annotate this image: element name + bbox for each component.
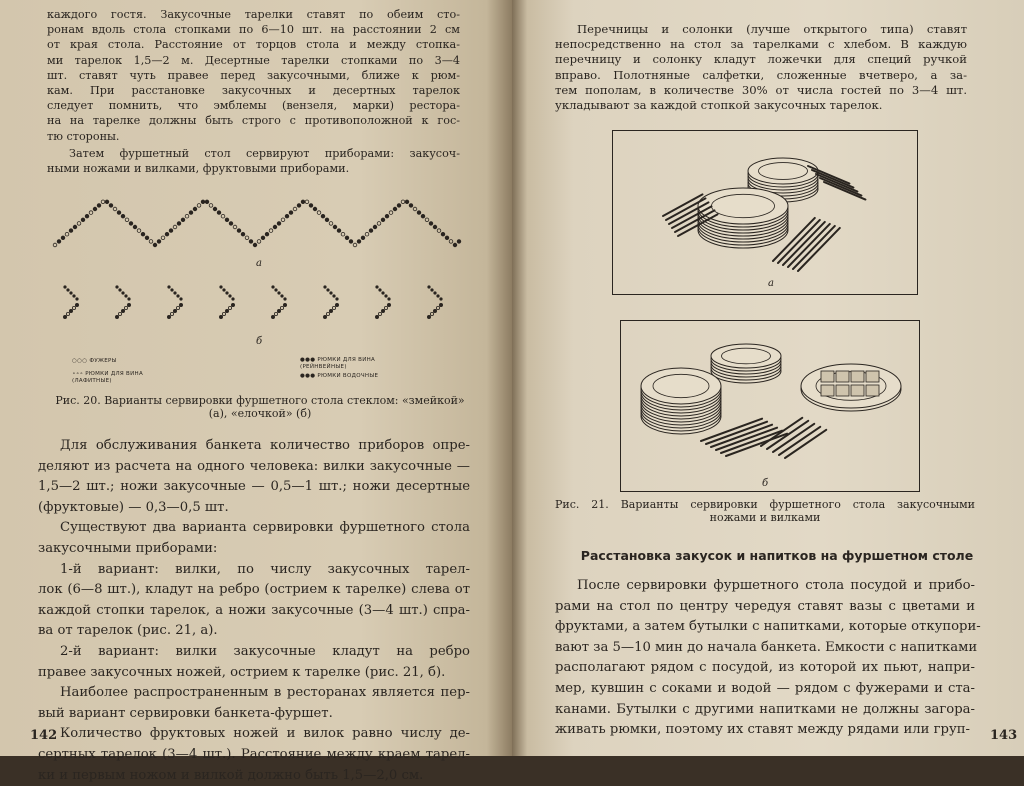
glass-mark: [181, 218, 185, 222]
glass-mark: [373, 225, 377, 229]
glass-mark: [170, 288, 173, 291]
glass-mark: [69, 229, 73, 233]
glass-mark: [305, 200, 309, 204]
glass-mark: [209, 204, 213, 208]
glass-mark: [189, 211, 193, 215]
text-line: 1,5—2 шт.; ножи закусочные — 0,5—1 шт.; ножи десертные: [38, 477, 470, 498]
cutlery-item: [726, 434, 787, 456]
figure-20-glassware-diagram: [40, 190, 480, 350]
figure-21a-frame: [612, 130, 918, 295]
glass-mark: [413, 207, 417, 211]
glass-mark: [332, 306, 335, 309]
text-line: закусочными приборами:: [38, 539, 470, 560]
glass-mark: [115, 285, 118, 288]
glass-mark: [185, 214, 189, 218]
glass-mark: [271, 315, 274, 318]
text-line: от края стола. Расстояние от торцов стола и между стопка-: [47, 37, 460, 52]
text-line: ронам вдоль стола стопками по 6—10 шт. на расстоянии 2 см: [47, 22, 460, 37]
glass-mark: [333, 225, 337, 229]
glass-mark: [121, 291, 124, 294]
text-line: кам. При расстановке закусочных и десертных тарелок: [47, 83, 460, 98]
paragraph: [38, 683, 470, 724]
glass-mark: [323, 285, 326, 288]
glass-mark: [384, 306, 387, 309]
glass-mark: [389, 211, 393, 215]
glass-mark: [381, 218, 385, 222]
paragraph: [38, 560, 470, 642]
glass-mark: [118, 312, 121, 315]
glass-mark: [63, 315, 66, 318]
glass-mark: [63, 285, 66, 288]
text-line: мер, кувшин с соками и водой — рядом с фужерами и ста-: [555, 679, 975, 700]
glass-mark: [133, 225, 137, 229]
glass-mark: [245, 236, 249, 240]
glass-mark: [430, 312, 433, 315]
glass-mark: [217, 211, 221, 215]
glass-mark: [176, 306, 179, 309]
text-line: шт. ставят чуть правее перед закусочными, ближе к рюм-: [47, 68, 460, 83]
glass-mark: [222, 288, 225, 291]
page-number-right: 143: [990, 728, 1017, 743]
glass-mark: [335, 303, 338, 306]
cutlery-item: [785, 430, 826, 458]
glass-mark: [101, 200, 105, 204]
cutlery-item: [816, 174, 857, 192]
glass-mark: [177, 222, 181, 226]
glass-mark: [441, 232, 445, 236]
text-line: Наиболее распространенным в ресторанах является пер-: [38, 683, 470, 704]
glass-mark: [109, 204, 113, 208]
glass-mark: [228, 306, 231, 309]
glass-mark: [265, 232, 269, 236]
glass-mark: [77, 222, 81, 226]
glass-mark: [219, 285, 222, 288]
text-line: ва от тарелок (рис. 21, а).: [38, 621, 470, 642]
glass-mark: [329, 309, 332, 312]
glass-mark: [231, 297, 234, 300]
left-top-text-2: [47, 146, 460, 176]
glass-mark: [289, 211, 293, 215]
text-line: После сервировки фуршетного стола посудой и прибо-: [555, 576, 975, 597]
glass-mark: [173, 291, 176, 294]
glass-mark: [167, 315, 170, 318]
glass-mark: [225, 309, 228, 312]
glass-mark: [145, 236, 149, 240]
glass-mark: [118, 288, 121, 291]
glass-mark: [124, 306, 127, 309]
glass-mark: [381, 291, 384, 294]
glass-mark: [378, 312, 381, 315]
cutlery-item: [779, 427, 820, 455]
text-line: фруктами, а затем бутылки с напитками, которые откупори-: [555, 617, 975, 638]
glass-mark: [125, 218, 129, 222]
glass-mark: [274, 312, 277, 315]
glass-mark: [201, 200, 205, 204]
paragraph: [38, 436, 470, 518]
glass-mark: [283, 297, 286, 300]
glass-mark: [72, 306, 75, 309]
glass-mark: [117, 211, 121, 215]
glass-mark: [430, 288, 433, 291]
glass-mark: [385, 214, 389, 218]
glass-mark: [457, 240, 461, 244]
glass-mark: [213, 207, 217, 211]
text-line: ки и первым ножом и вилкой должно быть 1,5—2,0 см.: [38, 766, 470, 786]
glass-mark: [427, 315, 430, 318]
glass-mark: [253, 243, 257, 247]
glass-mark: [421, 214, 425, 218]
glass-mark: [72, 294, 75, 297]
glass-mark: [439, 303, 442, 306]
paragraph: [38, 518, 470, 559]
glass-mark: [66, 288, 69, 291]
text-line: ными ножами и вилками, фруктовыми приборами.: [47, 161, 460, 176]
legend-reinveinye: ●●● РЮМКИ ДЛЯ ВИНА (РЕЙНВЕЙНЫЕ): [300, 357, 390, 371]
glass-mark: [261, 236, 265, 240]
fig20-label-a: а: [256, 258, 262, 269]
fig21-label-a: а: [768, 278, 774, 289]
glass-mark: [425, 218, 429, 222]
glass-mark: [325, 218, 329, 222]
glass-mark: [221, 214, 225, 218]
cutlery-item: [721, 431, 782, 453]
left-bottom-text: [38, 436, 470, 786]
glass-mark: [170, 312, 173, 315]
text-line: Существуют два варианта сервировки фуршетного стола: [38, 518, 470, 539]
text-line: Для обслуживания банкета количество приборов опре-: [38, 436, 470, 457]
glass-mark: [66, 312, 69, 315]
glass-mark: [439, 297, 442, 300]
glass-mark: [449, 240, 453, 244]
glass-mark: [257, 240, 261, 244]
figure-21-caption: Рис. 21. Варианты сервировки фуршетного стола закусочными ножами и вилками: [555, 498, 975, 524]
fig20-label-b: б: [256, 336, 262, 347]
glass-mark: [357, 240, 361, 244]
glass-mark: [225, 218, 229, 222]
glass-mark: [222, 312, 225, 315]
glass-mark: [345, 236, 349, 240]
glass-mark: [317, 211, 321, 215]
glass-mark: [53, 243, 57, 247]
glass-mark: [323, 315, 326, 318]
glass-mark: [375, 315, 378, 318]
glass-mark: [326, 288, 329, 291]
glass-mark: [69, 309, 72, 312]
bread-slice: [836, 371, 849, 382]
glass-mark: [277, 222, 281, 226]
text-line: непосредственно на стол за тарелками с хлебом. В каждую: [555, 37, 967, 52]
text-line: тю стороны.: [47, 129, 460, 144]
bread-slice: [821, 371, 834, 382]
glass-mark: [377, 222, 381, 226]
legend-fuzhery: ○○○ ФУЖЕРЫ: [72, 358, 117, 365]
glass-mark: [179, 297, 182, 300]
glass-mark: [141, 232, 145, 236]
glass-mark: [273, 225, 277, 229]
glass-mark: [378, 288, 381, 291]
fig21-label-b: б: [762, 478, 768, 489]
glass-mark: [427, 285, 430, 288]
glass-mark: [365, 232, 369, 236]
cutlery-item: [663, 194, 702, 216]
cutlery-item: [716, 428, 777, 450]
bread-slice: [866, 385, 879, 396]
plates-and-cutlery-b: [621, 321, 921, 493]
glass-mark: [75, 303, 78, 306]
text-line: вают за 5—10 мин до начала банкета. Емкости с напитками: [555, 638, 975, 659]
right-bottom-text: [555, 576, 975, 741]
glass-mark: [269, 229, 273, 233]
text-line: Затем фуршетный стол сервируют приборами: закусоч-: [47, 146, 460, 161]
glass-mark: [329, 291, 332, 294]
glass-mark: [401, 200, 405, 204]
glass-mark: [337, 229, 341, 233]
text-line: правее закусочных ножей, острием к тарелке (рис. 21, б).: [38, 663, 470, 684]
paragraph: [38, 642, 470, 683]
glass-mark: [249, 240, 253, 244]
glass-mark: [301, 200, 305, 204]
text-line: перечницу и солонку кладут ложечки для специй ручкой: [555, 52, 967, 67]
glass-mark: [321, 214, 325, 218]
plates-and-cutlery-a: [613, 131, 919, 296]
bread-slice: [851, 385, 864, 396]
glass-mark: [241, 232, 245, 236]
glass-mark: [219, 315, 222, 318]
glass-mark: [157, 240, 161, 244]
page-number-left: 142: [30, 728, 57, 743]
text-line: (фруктовые) — 0,3—0,5 шт.: [38, 498, 470, 519]
figure-20-caption: Рис. 20. Варианты сервировки фуршетного стола стеклом: «змейкой» (а), «елочкой» (б): [45, 394, 475, 420]
glass-mark: [176, 294, 179, 297]
glass-mark: [127, 303, 130, 306]
text-line: ми тарелок 1,5—2 м. Десертные тарелки стопками по 3—4: [47, 53, 460, 68]
glass-mark: [297, 204, 301, 208]
text-line: Перечницы и солонки (лучше открытого типа) ставят: [555, 22, 967, 37]
glass-mark: [437, 229, 441, 233]
glass-mark: [93, 207, 97, 211]
glass-mark: [197, 204, 201, 208]
glass-mark: [436, 306, 439, 309]
glass-mark: [173, 309, 176, 312]
glass-mark: [436, 294, 439, 297]
glass-mark: [271, 285, 274, 288]
glass-mark: [341, 232, 345, 236]
glass-mark: [85, 214, 89, 218]
glass-mark: [127, 297, 130, 300]
glass-mark: [153, 243, 157, 247]
legend-lafitnye: ∘∘∘ РЮМКИ ДЛЯ ВИНА (ЛАФИТНЫЕ): [72, 371, 162, 385]
text-line: вправо. Полотняные салфетки, сложенные вчетверо, а за-: [555, 68, 967, 83]
glass-mark: [277, 309, 280, 312]
glass-mark: [115, 315, 118, 318]
bread-slice: [836, 385, 849, 396]
glass-mark: [409, 204, 413, 208]
glass-mark: [169, 229, 173, 233]
bread-slice: [866, 371, 879, 382]
text-line: следует помнить, что эмблемы (вензеля, марки) рестора-: [47, 98, 460, 113]
glass-mark: [281, 218, 285, 222]
glass-mark: [309, 204, 313, 208]
glass-mark: [433, 309, 436, 312]
glass-mark: [121, 214, 125, 218]
text-line: располагают рядом с посудой, из которой их пьют, напри-: [555, 658, 975, 679]
glass-mark: [361, 236, 365, 240]
text-line: каждой стопки тарелок, а ножи закусочные (3—4 шт.) спра-: [38, 601, 470, 622]
glass-mark: [285, 214, 289, 218]
glass-mark: [89, 211, 93, 215]
glass-mark: [433, 225, 437, 229]
glass-mark: [387, 297, 390, 300]
section-heading: Расстановка закусок и напитков на фуршетном столе: [577, 548, 977, 563]
glass-mark: [332, 294, 335, 297]
glass-mark: [387, 303, 390, 306]
glass-mark: [375, 285, 378, 288]
glass-mark: [453, 243, 457, 247]
glass-mark: [274, 288, 277, 291]
glass-mark: [173, 225, 177, 229]
cutlery-item: [773, 424, 814, 452]
text-line: деляют из расчета на одного человека: вилки закусочные —: [38, 457, 470, 478]
glass-mark: [73, 225, 77, 229]
glass-mark: [353, 243, 357, 247]
paragraph: [38, 724, 470, 786]
glass-mark: [229, 222, 233, 226]
glass-mark: [61, 236, 65, 240]
glass-mark: [369, 229, 373, 233]
glass-mark: [280, 294, 283, 297]
glass-mark: [335, 297, 338, 300]
glass-mark: [81, 218, 85, 222]
glass-mark: [433, 291, 436, 294]
glass-mark: [167, 285, 170, 288]
glass-mark: [57, 240, 61, 244]
glass-mark: [349, 240, 353, 244]
glass-mark: [233, 225, 237, 229]
glass-mark: [105, 200, 109, 204]
glass-mark: [69, 291, 72, 294]
glass-mark: [97, 204, 101, 208]
bread-slice: [821, 385, 834, 396]
bread-slice: [851, 371, 864, 382]
glass-mark: [121, 309, 124, 312]
glass-mark: [179, 303, 182, 306]
text-line: рами на стол по центру чередуя ставят вазы с цветами и: [555, 597, 975, 618]
glass-mark: [228, 294, 231, 297]
text-line: лок (6—8 шт.), кладут на ребро (острием к тарелке) слева от: [38, 580, 470, 601]
glass-mark: [429, 222, 433, 226]
glass-mark: [165, 232, 169, 236]
text-line: на на тарелке должны быть строго с противоположной к гос-: [47, 113, 460, 128]
legend-vodochnye: ●●● РЮМКИ ВОДОЧНЫЕ: [300, 373, 378, 380]
text-line: 2-й вариант: вилки закусочные кладут на ребро: [38, 642, 470, 663]
glass-mark: [397, 204, 401, 208]
text-line: укладывают за каждой стопкой закусочных тарелок.: [555, 98, 967, 113]
glass-mark: [193, 207, 197, 211]
glass-mark: [113, 207, 117, 211]
glass-mark: [293, 207, 297, 211]
glass-mark: [129, 222, 133, 226]
glass-mark: [326, 312, 329, 315]
glass-mark: [393, 207, 397, 211]
left-top-text: [47, 7, 460, 144]
glass-mark: [161, 236, 165, 240]
glass-mark: [445, 236, 449, 240]
glass-mark: [384, 294, 387, 297]
glass-mark: [313, 207, 317, 211]
glass-mark: [75, 297, 78, 300]
glass-mark: [65, 232, 69, 236]
glass-mark: [329, 222, 333, 226]
text-line: сертных тарелок (3—4 шт.). Расстояние между краем тарел-: [38, 745, 470, 766]
glass-mark: [205, 200, 209, 204]
glass-mark: [283, 303, 286, 306]
text-line: 1-й вариант: вилки, по числу закусочных тарел-: [38, 560, 470, 581]
glass-mark: [231, 303, 234, 306]
text-line: тем пополам, в количестве 30% от числа гостей по 3—4 шт.: [555, 83, 967, 98]
glass-mark: [277, 291, 280, 294]
glass-mark: [137, 229, 141, 233]
glass-mark: [405, 200, 409, 204]
glass-mark: [237, 229, 241, 233]
text-line: вый вариант сервировки банкета-фуршет.: [38, 704, 470, 725]
glass-mark: [225, 291, 228, 294]
glass-mark: [149, 240, 153, 244]
text-line: канами. Бутылки с другими напитками не должны загора-: [555, 700, 975, 721]
glass-mark: [381, 309, 384, 312]
glass-mark: [417, 211, 421, 215]
glass-mark: [124, 294, 127, 297]
text-line: каждого гостя. Закусочные тарелки ставят по обеим сто-: [47, 7, 460, 22]
text-line: Количество фруктовых ножей и вилок равно числу де-: [38, 724, 470, 745]
text-line: живать рюмки, поэтому их ставят между рядами или груп-: [555, 720, 975, 741]
figure-21b-frame: [620, 320, 920, 492]
right-top-text: [555, 22, 967, 113]
glass-mark: [280, 306, 283, 309]
